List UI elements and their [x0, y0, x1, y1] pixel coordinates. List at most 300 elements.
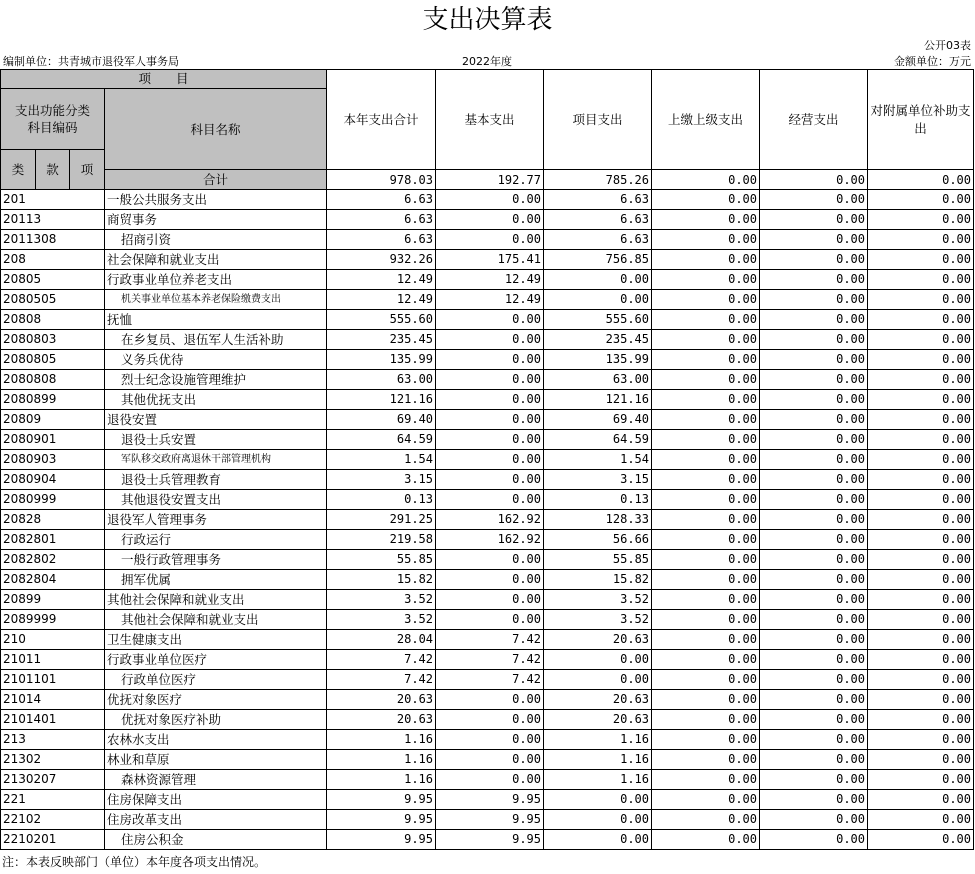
subject-code: 20828	[1, 510, 105, 530]
subject-code: 20113	[1, 210, 105, 230]
subject-name: 一般公共服务支出	[105, 190, 327, 210]
amount-cell: 0.00	[760, 730, 868, 750]
upper-header: 上缴上级支出	[652, 70, 760, 170]
amount-cell: 69.40	[544, 410, 652, 430]
amount-cell: 0.00	[760, 650, 868, 670]
amount-cell: 64.59	[327, 430, 436, 450]
amount-cell: 162.92	[436, 510, 544, 530]
subject-name: 退役士兵管理教育	[105, 470, 327, 490]
subject-name: 住房公积金	[105, 830, 327, 850]
total-header: 本年支出合计	[327, 70, 436, 170]
subject-name: 行政事业单位医疗	[105, 650, 327, 670]
amount-cell: 20.63	[327, 690, 436, 710]
amount-cell: 0.00	[868, 430, 974, 450]
amount-cell: 0.00	[760, 790, 868, 810]
amount-cell: 0.00	[760, 610, 868, 630]
amount-cell: 0.00	[760, 710, 868, 730]
subject-code: 2082802	[1, 550, 105, 570]
subject-code: 208	[1, 250, 105, 270]
lei-header: 类	[1, 150, 36, 190]
amount-cell: 0.00	[760, 550, 868, 570]
subject-code: 22102	[1, 810, 105, 830]
amount-cell: 0.00	[760, 830, 868, 850]
amount-cell: 0.00	[436, 410, 544, 430]
table-row	[1, 510, 974, 530]
subject-name: 农林水支出	[105, 730, 327, 750]
amount-cell: 7.42	[327, 650, 436, 670]
subject-name: 军队移交政府离退休干部管理机构	[105, 450, 327, 470]
amount-cell: 0.00	[652, 730, 760, 750]
amount-cell: 0.00	[544, 670, 652, 690]
amount-cell: 0.00	[652, 410, 760, 430]
amount-cell: 0.00	[436, 190, 544, 210]
amount-cell: 0.00	[544, 830, 652, 850]
table-row	[1, 590, 974, 610]
amount-cell: 7.42	[436, 650, 544, 670]
amount-cell: 12.49	[327, 290, 436, 310]
amount-cell: 0.00	[868, 350, 974, 370]
table-row	[1, 830, 974, 850]
amount-cell: 0.00	[868, 730, 974, 750]
amount-cell: 0.00	[652, 450, 760, 470]
amount-cell: 1.16	[327, 730, 436, 750]
table-row	[1, 310, 974, 330]
table-row	[1, 710, 974, 730]
amount-cell: 9.95	[327, 830, 436, 850]
subject-name-header: 科目名称	[105, 89, 327, 170]
amount-cell: 0.00	[652, 190, 760, 210]
amount-cell: 0.00	[760, 370, 868, 390]
table-row	[1, 470, 974, 490]
subject-code: 21302	[1, 750, 105, 770]
amount-cell: 12.49	[327, 270, 436, 290]
subject-name: 其他社会保障和就业支出	[105, 590, 327, 610]
subject-name: 退役军人管理事务	[105, 510, 327, 530]
amount-cell: 0.00	[868, 230, 974, 250]
table-row	[1, 190, 974, 210]
total-value: 192.77	[436, 170, 544, 190]
amount-cell: 0.00	[652, 830, 760, 850]
table-row	[1, 610, 974, 630]
table-row	[1, 450, 974, 470]
table-row	[1, 730, 974, 750]
amount-cell: 0.00	[652, 790, 760, 810]
amount-cell: 0.00	[436, 230, 544, 250]
amount-cell: 0.00	[436, 430, 544, 450]
subject-code: 2101101	[1, 670, 105, 690]
amount-cell: 0.00	[760, 770, 868, 790]
table-row	[1, 330, 974, 350]
amount-cell: 555.60	[544, 310, 652, 330]
amount-cell: 7.42	[327, 670, 436, 690]
amount-cell: 219.58	[327, 530, 436, 550]
subject-name: 行政运行	[105, 530, 327, 550]
subject-name: 优抚对象医疗	[105, 690, 327, 710]
subject-code: 2130207	[1, 770, 105, 790]
amount-cell: 175.41	[436, 250, 544, 270]
amount-cell: 0.00	[436, 710, 544, 730]
amount-cell: 0.00	[760, 490, 868, 510]
amount-cell: 0.00	[436, 450, 544, 470]
total-label: 合计	[105, 170, 327, 190]
business-header: 经营支出	[760, 70, 868, 170]
table-row	[1, 270, 974, 290]
amount-cell: 0.00	[868, 770, 974, 790]
expenditure-table	[0, 69, 974, 850]
total-value: 0.00	[652, 170, 760, 190]
amount-cell: 0.00	[868, 650, 974, 670]
amount-cell: 6.63	[327, 230, 436, 250]
amount-cell: 12.49	[436, 290, 544, 310]
total-value: 0.00	[868, 170, 974, 190]
amount-cell: 235.45	[327, 330, 436, 350]
table-row	[1, 650, 974, 670]
amount-cell: 0.00	[868, 570, 974, 590]
table-id: 公开03表	[924, 39, 971, 52]
amount-cell: 0.00	[544, 270, 652, 290]
amount-cell: 63.00	[544, 370, 652, 390]
amount-cell: 0.00	[868, 510, 974, 530]
table-row	[1, 410, 974, 430]
amount-cell: 0.00	[652, 610, 760, 630]
amount-cell: 1.16	[544, 750, 652, 770]
subject-code: 201	[1, 190, 105, 210]
amount-cell: 555.60	[327, 310, 436, 330]
subject-code: 2089999	[1, 610, 105, 630]
amount-cell: 0.00	[760, 250, 868, 270]
subject-name: 优抚对象医疗补助	[105, 710, 327, 730]
amount-cell: 64.59	[544, 430, 652, 450]
subject-code: 2080903	[1, 450, 105, 470]
amount-cell: 0.00	[436, 610, 544, 630]
subject-code: 2082801	[1, 530, 105, 550]
amount-cell: 0.00	[760, 750, 868, 770]
amount-cell: 1.16	[327, 770, 436, 790]
amount-cell: 1.54	[327, 450, 436, 470]
subject-code: 2080901	[1, 430, 105, 450]
subject-code: 2080999	[1, 490, 105, 510]
subject-code: 213	[1, 730, 105, 750]
amount-cell: 0.00	[544, 810, 652, 830]
amount-cell: 0.00	[760, 630, 868, 650]
project-header: 项目支出	[544, 70, 652, 170]
amount-cell: 3.15	[327, 470, 436, 490]
table-row	[1, 550, 974, 570]
table-row	[1, 370, 974, 390]
subject-name: 商贸事务	[105, 210, 327, 230]
subject-code: 210	[1, 630, 105, 650]
table-row	[1, 750, 974, 770]
table-row	[1, 530, 974, 550]
amount-cell: 0.00	[652, 590, 760, 610]
amount-cell: 0.00	[436, 730, 544, 750]
amount-cell: 0.00	[760, 450, 868, 470]
amount-cell: 0.00	[652, 810, 760, 830]
amount-cell: 0.00	[652, 650, 760, 670]
table-row	[1, 430, 974, 450]
subject-name: 卫生健康支出	[105, 630, 327, 650]
amount-cell: 6.63	[327, 190, 436, 210]
amount-cell: 0.00	[868, 250, 974, 270]
amount-cell: 20.63	[544, 690, 652, 710]
amount-cell: 0.13	[544, 490, 652, 510]
subject-name: 行政单位医疗	[105, 670, 327, 690]
subject-name: 烈士纪念设施管理维护	[105, 370, 327, 390]
amount-cell: 0.00	[868, 450, 974, 470]
amount-cell: 7.42	[436, 670, 544, 690]
subject-code: 2210201	[1, 830, 105, 850]
table-row	[1, 790, 974, 810]
amount-cell: 0.00	[436, 690, 544, 710]
amount-cell: 0.00	[436, 550, 544, 570]
year-label: 2022年度	[462, 55, 512, 68]
amount-cell: 0.00	[544, 650, 652, 670]
amount-cell: 0.00	[868, 790, 974, 810]
amount-cell: 0.00	[760, 510, 868, 530]
amount-cell: 0.00	[652, 630, 760, 650]
subject-name: 拥军优属	[105, 570, 327, 590]
amount-cell: 0.00	[868, 590, 974, 610]
subject-code: 20808	[1, 310, 105, 330]
amount-cell: 0.00	[760, 690, 868, 710]
amount-cell: 0.00	[652, 270, 760, 290]
amount-cell: 0.00	[868, 630, 974, 650]
amount-cell: 9.95	[327, 810, 436, 830]
subject-code: 2080505	[1, 290, 105, 310]
amount-cell: 0.00	[652, 230, 760, 250]
amount-cell: 69.40	[327, 410, 436, 430]
amount-cell: 0.00	[760, 350, 868, 370]
amount-cell: 20.63	[544, 630, 652, 650]
amount-cell: 0.00	[760, 530, 868, 550]
amount-cell: 0.00	[436, 770, 544, 790]
amount-cell: 0.00	[436, 390, 544, 410]
amount-cell: 0.00	[760, 670, 868, 690]
amount-cell: 0.00	[652, 390, 760, 410]
kuan-header: 款	[36, 150, 70, 190]
subject-code: 20809	[1, 410, 105, 430]
subject-name: 其他优抚支出	[105, 390, 327, 410]
amount-cell: 0.00	[652, 210, 760, 230]
amount-cell: 0.00	[652, 530, 760, 550]
amount-cell: 0.00	[760, 810, 868, 830]
amount-cell: 0.00	[436, 350, 544, 370]
table-row	[1, 490, 974, 510]
amount-cell: 0.00	[652, 510, 760, 530]
amount-cell: 0.00	[652, 570, 760, 590]
amount-cell: 0.00	[868, 370, 974, 390]
subject-code: 21014	[1, 690, 105, 710]
amount-cell: 756.85	[544, 250, 652, 270]
subject-name: 行政事业单位养老支出	[105, 270, 327, 290]
subject-name: 林业和草原	[105, 750, 327, 770]
amount-cell: 7.42	[436, 630, 544, 650]
amount-cell: 12.49	[436, 270, 544, 290]
amount-cell: 0.00	[652, 330, 760, 350]
amount-cell: 121.16	[327, 390, 436, 410]
amount-cell: 0.00	[868, 670, 974, 690]
amount-cell: 3.52	[544, 610, 652, 630]
amount-cell: 3.52	[327, 610, 436, 630]
subject-name: 其他退役安置支出	[105, 490, 327, 510]
amount-cell: 0.00	[652, 430, 760, 450]
amount-cell: 0.00	[436, 750, 544, 770]
amount-cell: 63.00	[327, 370, 436, 390]
amount-cell: 0.00	[652, 350, 760, 370]
amount-cell: 0.00	[868, 810, 974, 830]
func-class-header: 支出功能分类 科目编码	[1, 89, 105, 150]
amount-cell: 0.00	[760, 470, 868, 490]
item-header: 项 目	[1, 70, 327, 89]
subject-code: 2080899	[1, 390, 105, 410]
amount-cell: 0.00	[652, 290, 760, 310]
subject-name: 抚恤	[105, 310, 327, 330]
amount-cell: 0.00	[868, 290, 974, 310]
amount-cell: 0.00	[760, 230, 868, 250]
subject-name: 一般行政管理事务	[105, 550, 327, 570]
amount-cell: 55.85	[327, 550, 436, 570]
amount-cell: 0.00	[760, 390, 868, 410]
amount-cell: 0.00	[544, 790, 652, 810]
subject-code: 2011308	[1, 230, 105, 250]
amount-cell: 56.66	[544, 530, 652, 550]
table-row	[1, 390, 974, 410]
amount-cell: 0.00	[436, 330, 544, 350]
subject-code: 2101401	[1, 710, 105, 730]
subject-name: 其他社会保障和就业支出	[105, 610, 327, 630]
subject-name: 住房改革支出	[105, 810, 327, 830]
amount-cell: 0.00	[760, 590, 868, 610]
amount-cell: 6.63	[544, 190, 652, 210]
amount-cell: 0.00	[868, 750, 974, 770]
amount-cell: 932.26	[327, 250, 436, 270]
table-row	[1, 570, 974, 590]
amount-cell: 15.82	[327, 570, 436, 590]
subject-name: 义务兵优待	[105, 350, 327, 370]
total-value: 0.00	[760, 170, 868, 190]
amount-cell: 0.00	[868, 210, 974, 230]
amount-cell: 0.00	[868, 490, 974, 510]
subject-name: 住房保障支出	[105, 790, 327, 810]
amount-cell: 0.00	[868, 390, 974, 410]
subject-name: 招商引资	[105, 230, 327, 250]
amount-cell: 0.00	[436, 370, 544, 390]
amount-cell: 0.00	[436, 210, 544, 230]
amount-cell: 0.00	[868, 270, 974, 290]
amount-cell: 0.13	[327, 490, 436, 510]
amount-cell: 0.00	[652, 370, 760, 390]
amount-cell: 1.16	[544, 770, 652, 790]
table-row	[1, 810, 974, 830]
amount-cell: 20.63	[327, 710, 436, 730]
unit-label: 编制单位：共青城市退役军人事务局	[3, 55, 179, 68]
amount-cell: 0.00	[868, 330, 974, 350]
amount-cell: 235.45	[544, 330, 652, 350]
amount-cell: 0.00	[868, 410, 974, 430]
amount-cell: 0.00	[652, 550, 760, 570]
amount-cell: 0.00	[760, 570, 868, 590]
amount-cell: 3.52	[327, 590, 436, 610]
amount-cell: 6.63	[544, 230, 652, 250]
subject-name: 机关事业单位基本养老保险缴费支出	[105, 290, 327, 310]
amount-cell: 135.99	[327, 350, 436, 370]
amount-cell: 15.82	[544, 570, 652, 590]
total-value: 785.26	[544, 170, 652, 190]
amount-cell: 0.00	[760, 410, 868, 430]
basic-header: 基本支出	[436, 70, 544, 170]
amount-cell: 1.16	[327, 750, 436, 770]
table-row	[1, 230, 974, 250]
table-row	[1, 770, 974, 790]
subject-name: 在乡复员、退伍军人生活补助	[105, 330, 327, 350]
amount-cell: 135.99	[544, 350, 652, 370]
amount-cell: 0.00	[652, 490, 760, 510]
amount-cell: 0.00	[760, 310, 868, 330]
amount-cell: 0.00	[652, 670, 760, 690]
amount-cell: 0.00	[652, 750, 760, 770]
subject-code: 20805	[1, 270, 105, 290]
subject-name: 社会保障和就业支出	[105, 250, 327, 270]
amount-cell: 6.63	[327, 210, 436, 230]
footnote: 注：本表反映部门（单位）本年度各项支出情况。	[2, 855, 267, 869]
amount-cell: 9.95	[327, 790, 436, 810]
currency-label: 金额单位：万元	[894, 55, 971, 68]
amount-cell: 28.04	[327, 630, 436, 650]
amount-cell: 0.00	[868, 830, 974, 850]
amount-cell: 55.85	[544, 550, 652, 570]
amount-cell: 0.00	[436, 590, 544, 610]
amount-cell: 0.00	[436, 470, 544, 490]
amount-cell: 6.63	[544, 210, 652, 230]
amount-cell: 0.00	[760, 190, 868, 210]
amount-cell: 9.95	[436, 790, 544, 810]
amount-cell: 291.25	[327, 510, 436, 530]
table-row	[1, 630, 974, 650]
amount-cell: 3.15	[544, 470, 652, 490]
amount-cell: 0.00	[652, 470, 760, 490]
amount-cell: 0.00	[868, 190, 974, 210]
amount-cell: 0.00	[652, 310, 760, 330]
amount-cell: 0.00	[868, 530, 974, 550]
subject-code: 20899	[1, 590, 105, 610]
amount-cell: 128.33	[544, 510, 652, 530]
subject-code: 2082804	[1, 570, 105, 590]
amount-cell: 0.00	[436, 570, 544, 590]
amount-cell: 0.00	[760, 290, 868, 310]
amount-cell: 0.00	[760, 210, 868, 230]
table-row	[1, 690, 974, 710]
amount-cell: 0.00	[544, 290, 652, 310]
subsidy-header: 对附属单位补助支出	[868, 70, 974, 170]
total-value: 978.03	[327, 170, 436, 190]
amount-cell: 9.95	[436, 830, 544, 850]
subject-code: 2080805	[1, 350, 105, 370]
page-title: 支出决算表	[422, 5, 553, 35]
amount-cell: 1.16	[544, 730, 652, 750]
amount-cell: 0.00	[436, 310, 544, 330]
amount-cell: 0.00	[868, 710, 974, 730]
amount-cell: 0.00	[760, 270, 868, 290]
subject-code: 221	[1, 790, 105, 810]
amount-cell: 162.92	[436, 530, 544, 550]
amount-cell: 0.00	[652, 690, 760, 710]
amount-cell: 20.63	[544, 710, 652, 730]
subject-name: 退役士兵安置	[105, 430, 327, 450]
subject-code: 2080808	[1, 370, 105, 390]
amount-cell: 3.52	[544, 590, 652, 610]
amount-cell: 0.00	[652, 250, 760, 270]
amount-cell: 0.00	[868, 550, 974, 570]
